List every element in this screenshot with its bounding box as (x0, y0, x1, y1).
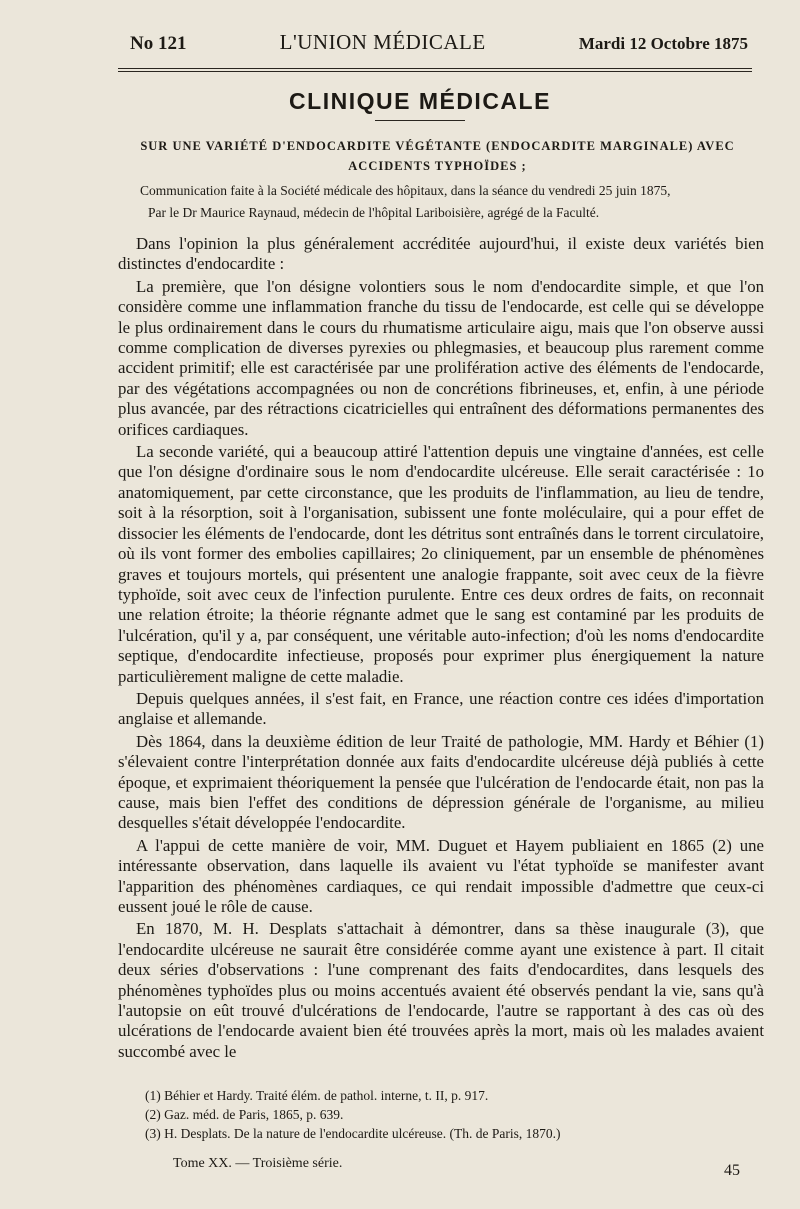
journal-title: L'UNION MÉDICALE (279, 30, 486, 54)
communication-note: Communication faite à la Société médicale des hôpitaux, dans la séance du vendredi 25 juin 1875, (140, 183, 671, 198)
paragraph: En 1870, M. H. Desplats s'attachait à démontrer, dans sa thèse inaugurale (3), que l'endocardite ulcéreuse ne saurait être considérée comme ayant une existence à part. Il citait deux séries d'observations : l'une comprenant des faits d'endocardites, dans lesquels des phénomènes typhoïdes plus ou moins accentués avaient été observés pendant la vie, sans qu'à l'autopsie on eût trouvé d'ulcérations de l'endocarde, l'autre se rapportant à des cas où des ulcérations de l'endocarde avaient bien été trouvées après la mort, mais où les malades avaient succombé avec le (118, 919, 764, 1061)
paragraph: Depuis quelques années, il s'est fait, en France, une réaction contre ces idées d'importation anglaise et allemande. (118, 688, 764, 729)
page-header (130, 30, 748, 60)
article-body (118, 234, 764, 1062)
footnote: (1) Béhier et Hardy. Traité élém. de pathol. interne, t. II, p. 917. (145, 1088, 489, 1103)
footnote: (3) H. Desplats. De la nature de l'endocardite ulcéreuse. (Th. de Paris, 1870.) (145, 1126, 561, 1141)
footnote: (2) Gaz. méd. de Paris, 1865, p. 639. (145, 1107, 344, 1122)
header-rule-thin (118, 71, 752, 72)
volume-label: Tome XX. — Troisième série. (173, 1156, 343, 1171)
article-byline (140, 180, 750, 224)
paragraph: La seconde variété, qui a beaucoup attiré l'attention depuis une vingtaine d'années, est celle que l'on désigne d'ordinaire sous le nom d'endocardite ulcéreuse. Elle serait caractérisée : 1o anatomiquement, par cette circonstance, que les produits de l'inflammation, au lieu de tendre, soit à la résorption, soit à l'organisation, subissent une fonte moléculaire, qui a pour effet de dissocier les éléments de l'endocarde, dont les détritus sont entraînés dans le torrent circulatoire, où ils vont former des embolies capillaires; 2o cliniquement, par un ensemble de phénomènes graves et toujours mortels, qui présentent une analogie frappante, soit avec ceux de la fièvre typhoïde, soit avec ceux de l'infection purulente. Entre ces deux ordres de faits, on reconnait une relation étroite; la théorie régnante admet que le sang est contaminé par les produits de l'ulcération, qu'il y a, par conséquent, une véritable auto-infection; d'où les noms d'endocardite septique, d'endocardite infectieuse, proposés pour exprimer plus énergiquement la nature particulièrement maligne de cette maladie. (118, 442, 764, 686)
paragraph: Dans l'opinion la plus généralement accréditée aujourd'hui, il existe deux variétés bien distinctes d'endocardite : (118, 234, 764, 274)
header-rule (118, 68, 752, 69)
section-title: CLINIQUE MÉDICALE (289, 88, 551, 114)
article-title (130, 136, 745, 176)
paragraph: A l'appui de cette manière de voir, MM. Duguet et Hayem publiaient en 1865 (2) une intéressante observation, dans laquelle ils avaient vu l'état typhoïde se manifester avant l'apparition des phénomènes cardiaques, ce qui rendait impossible d'admettre que ceux-ci eussent joué le rôle de cause. (118, 835, 764, 916)
section-divider (375, 120, 465, 121)
footnotes (145, 1086, 760, 1143)
article-title-line: ACCIDENTS TYPHOÏDES ; (348, 159, 527, 173)
article-title-line: SUR UNE VARIÉTÉ D'ENDOCARDITE VÉGÉTANTE (ENDOCARDITE MARGINALE) AVEC (140, 139, 735, 153)
issue-number: No 121 (130, 33, 187, 54)
author-line: Par le Dr Maurice Raynaud, médecin de l'hôpital Lariboisière, agrégé de la Faculté. (148, 205, 600, 220)
issue-date: Mardi 12 Octobre 1875 (578, 34, 748, 53)
page-number: 45 (724, 1162, 740, 1179)
paragraph: Dès 1864, dans la deuxième édition de leur Traité de pathologie, MM. Hardy et Béhier (1) s'élevaient contre l'interprétation donnée aux faits d'endocardite ulcéreuse déjà publiés à cette époque, et exprimaient théoriquement la pensée que l'ulcération de l'endocarde était, non pas la cause, mais bien l'effet des conditions de dépression générale de l'organisme, au milieu desquelles s'était développée l'endocardite. (118, 731, 764, 833)
page-footer (173, 1156, 740, 1180)
paragraph: La première, que l'on désigne volontiers sous le nom d'endocardite simple, et que l'on considère comme une inflammation franche du tissu de l'endocarde, est celle qui se développe le plus ordinairement dans le cours du rhumatisme articulaire aigu, mais que l'on observe aussi comme complication de diverses pyrexies ou phlegmasies, et beaucoup plus rarement comme accident primitif; elle est caractérisée par une prolifération active des éléments de l'endocarde, par des végétations accompagnées ou non de concrétions fibrineuses, et, enfin, à une période plus avancée, par des rétractions cicatricielles qui entraînent des déformations permanentes des orifices cardiaques. (118, 276, 764, 439)
